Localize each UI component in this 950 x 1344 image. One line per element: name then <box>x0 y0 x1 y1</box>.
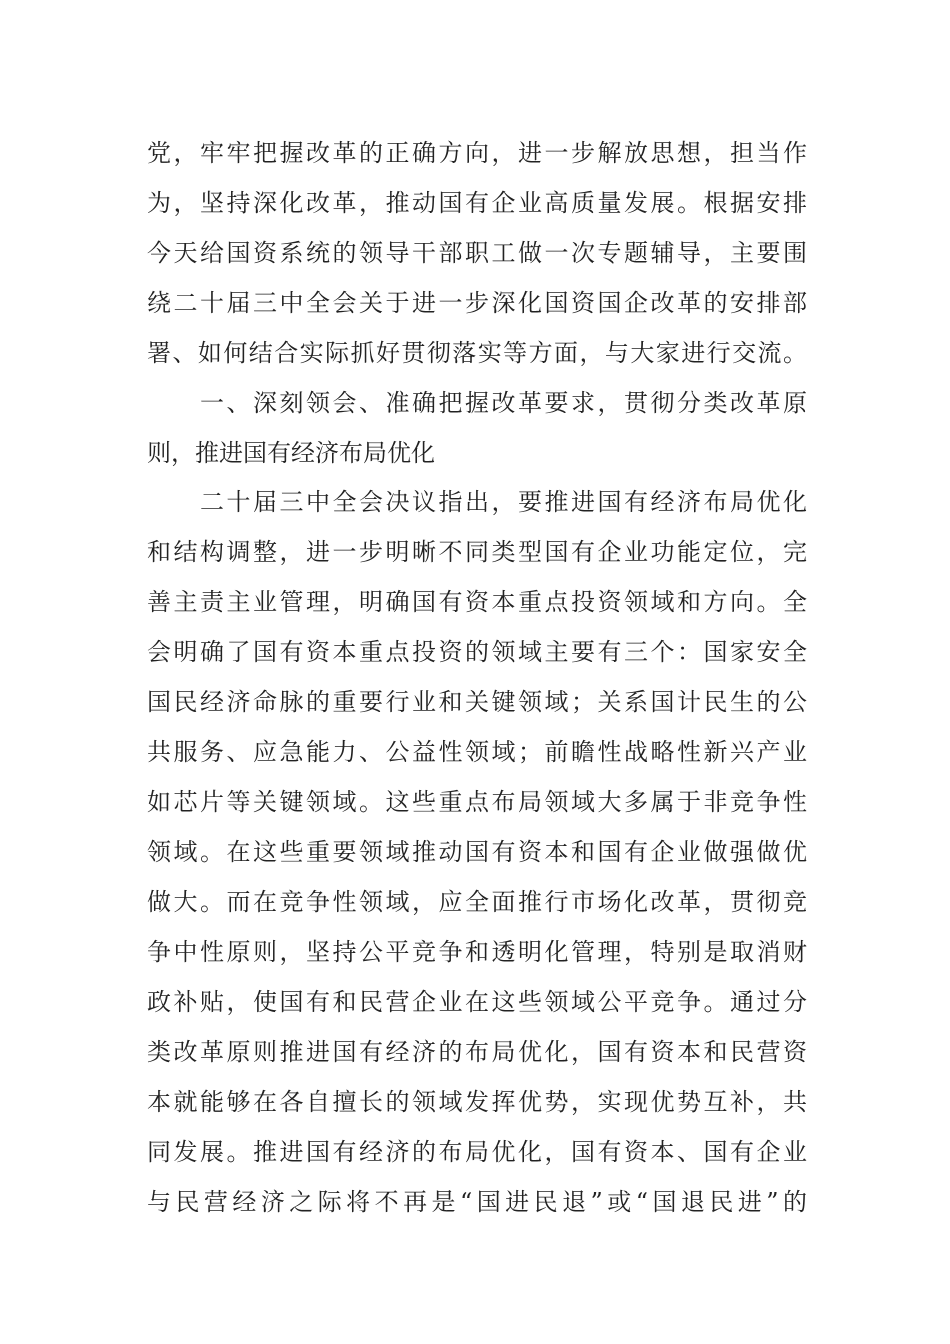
text-line: 如芯片等关键领域。这些重点布局领域大多属于非竞争性 <box>147 788 807 816</box>
text-line: 做大。而在竞争性领域，应全面推行市场化改革，贯彻竞 <box>147 888 807 916</box>
section-heading-line: 则，推进国有经济布局优化 <box>147 439 435 467</box>
text-line: 和结构调整，进一步明晰不同类型国有企业功能定位，完 <box>147 538 807 566</box>
text-line: 领域。在这些重要领域推动国有资本和国有企业做强做优 <box>147 838 807 866</box>
text-line: 本就能够在各自擅长的领域发挥优势，实现优势互补，共 <box>147 1088 807 1116</box>
text-line: 为，坚持深化改革，推动国有企业高质量发展。根据安排 <box>147 189 807 217</box>
text-line: 今天给国资系统的领导干部职工做一次专题辅导，主要围 <box>147 239 807 267</box>
text-line: 同发展。推进国有经济的布局优化，国有资本、国有企业 <box>147 1138 807 1166</box>
text-line: 争中性原则，坚持公平竞争和透明化管理，特别是取消财 <box>147 938 807 966</box>
text-line: 政补贴，使国有和民营企业在这些领域公平竞争。通过分 <box>147 988 807 1016</box>
text-line: 类改革原则推进国有经济的布局优化，国有资本和民营资 <box>147 1038 807 1066</box>
text-line: 署、如何结合实际抓好贯彻落实等方面，与大家进行交流。 <box>147 339 807 367</box>
text-line: 绕二十届三中全会关于进一步深化国资国企改革的安排部 <box>147 289 807 317</box>
text-line: 共服务、应急能力、公益性领域；前瞻性战略性新兴产业 <box>147 738 807 766</box>
text-line: 党，牢牢把握改革的正确方向，进一步解放思想，担当作 <box>147 139 807 167</box>
text-line: 与民营经济之际将不再是“国进民退”或“国退民进”的 <box>147 1188 807 1216</box>
text-line: 善主责主业管理，明确国有资本重点投资领域和方向。全 <box>147 588 807 616</box>
section-heading-line: 一、深刻领会、准确把握改革要求，贯彻分类改革原 <box>147 389 807 417</box>
text-line: 二十届三中全会决议指出，要推进国有经济布局优化 <box>147 488 807 516</box>
text-line: 会明确了国有资本重点投资的领域主要有三个：国家安全 <box>147 638 807 666</box>
text-line: 国民经济命脉的重要行业和关键领域；关系国计民生的公 <box>147 688 807 716</box>
